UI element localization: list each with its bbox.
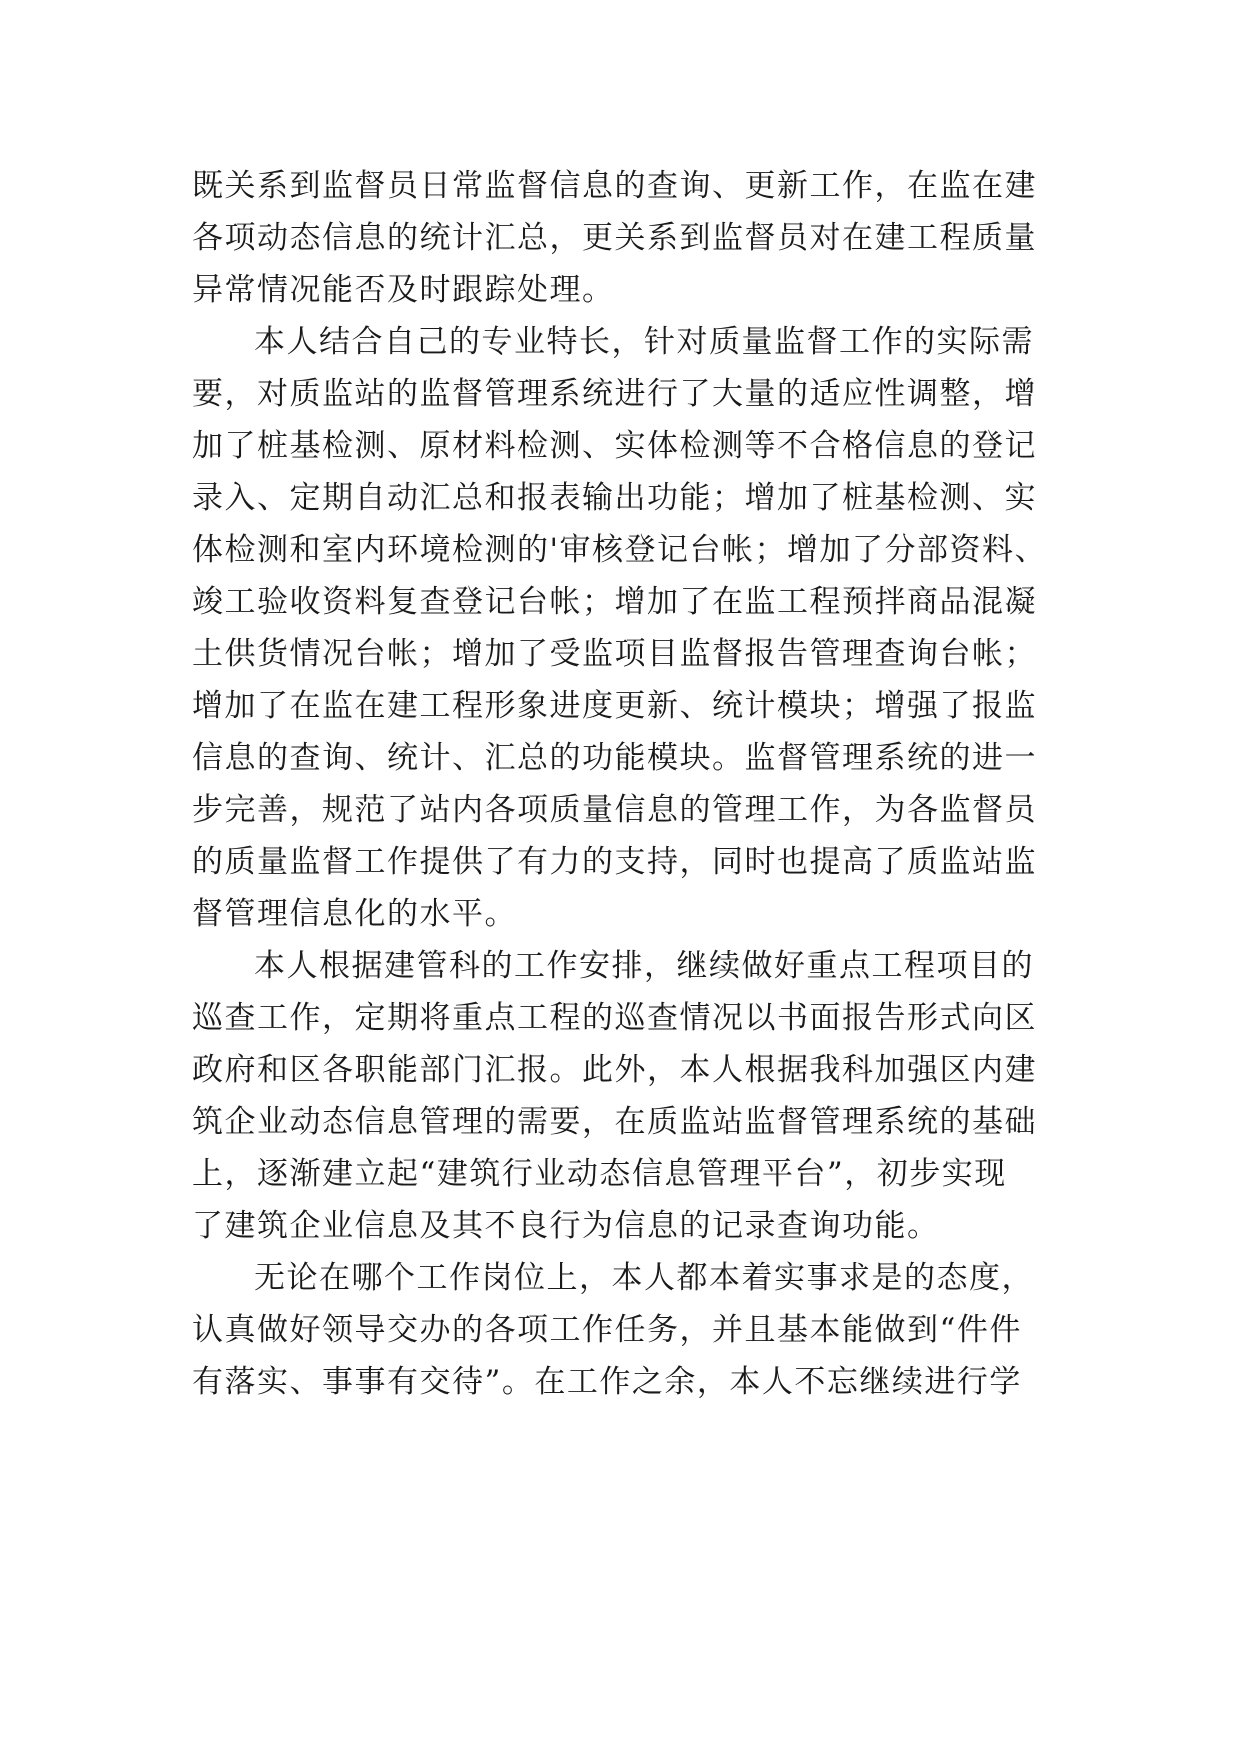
text-line-1: 既关系到监督员日常监督信息的查询、更新工作，在监在建 bbox=[192, 168, 1037, 204]
text-line-15: 督管理信息化的水平。 bbox=[192, 896, 517, 932]
text-line-17: 巡查工作，定期将重点工程的巡查情况以书面报告形式向区 bbox=[192, 1000, 1037, 1036]
body-text bbox=[192, 160, 1072, 1408]
text-line-23: 认真做好领导交办的各项工作任务，并且基本能做到“件件 bbox=[192, 1312, 1022, 1348]
text-line-14: 的质量监督工作提供了有力的支持，同时也提高了质监站监 bbox=[192, 844, 1037, 880]
text-line-21: 了建筑企业信息及其不良行为信息的记录查询功能。 bbox=[192, 1208, 940, 1244]
text-line-20: 上，逐渐建立起“建筑行业动态信息管理平台”，初步实现 bbox=[192, 1156, 1007, 1192]
text-line-3: 异常情况能否及时跟踪处理。 bbox=[192, 272, 615, 308]
text-line-19: 筑企业动态信息管理的需要，在质监站监督管理系统的基础 bbox=[192, 1104, 1037, 1140]
text-line-24: 有落实、事事有交待”。在工作之余，本人不忘继续进行学 bbox=[192, 1364, 1022, 1400]
text-line-13: 步完善，规范了站内各项质量信息的管理工作，为各监督员 bbox=[192, 792, 1037, 828]
text-line-18: 政府和区各职能部门汇报。此外，本人根据我科加强区内建 bbox=[192, 1052, 1037, 1088]
text-line-5: 要，对质监站的监督管理系统进行了大量的适应性调整，增 bbox=[192, 376, 1037, 412]
text-line-8: 体检测和室内环境检测的'审核登记台帐；增加了分部资料、 bbox=[192, 532, 1048, 568]
text-line-7: 录入、定期自动汇总和报表输出功能；增加了桩基检测、实 bbox=[192, 480, 1037, 516]
paragraph-start-line: 无论在哪个工作岗位上，本人都本着实事求是的态度， bbox=[254, 1260, 1034, 1296]
paragraph-start-line: 本人根据建管科的工作安排，继续做好重点工程项目的 bbox=[254, 948, 1034, 984]
paragraph-start-line: 本人结合自己的专业特长，针对质量监督工作的实际需 bbox=[254, 324, 1034, 360]
text-line-9: 竣工验收资料复查登记台帐；增加了在监工程预拌商品混凝 bbox=[192, 584, 1037, 620]
text-line-6: 加了桩基检测、原材料检测、实体检测等不合格信息的登记 bbox=[192, 428, 1037, 464]
text-line-12: 信息的查询、统计、汇总的功能模块。监督管理系统的进一 bbox=[192, 740, 1037, 776]
text-line-11: 增加了在监在建工程形象进度更新、统计模块；增强了报监 bbox=[192, 688, 1037, 724]
text-line-10: 土供货情况台帐；增加了受监项目监督报告管理查询台帐； bbox=[192, 636, 1037, 672]
text-line-2: 各项动态信息的统计汇总，更关系到监督员对在建工程质量 bbox=[192, 220, 1037, 256]
